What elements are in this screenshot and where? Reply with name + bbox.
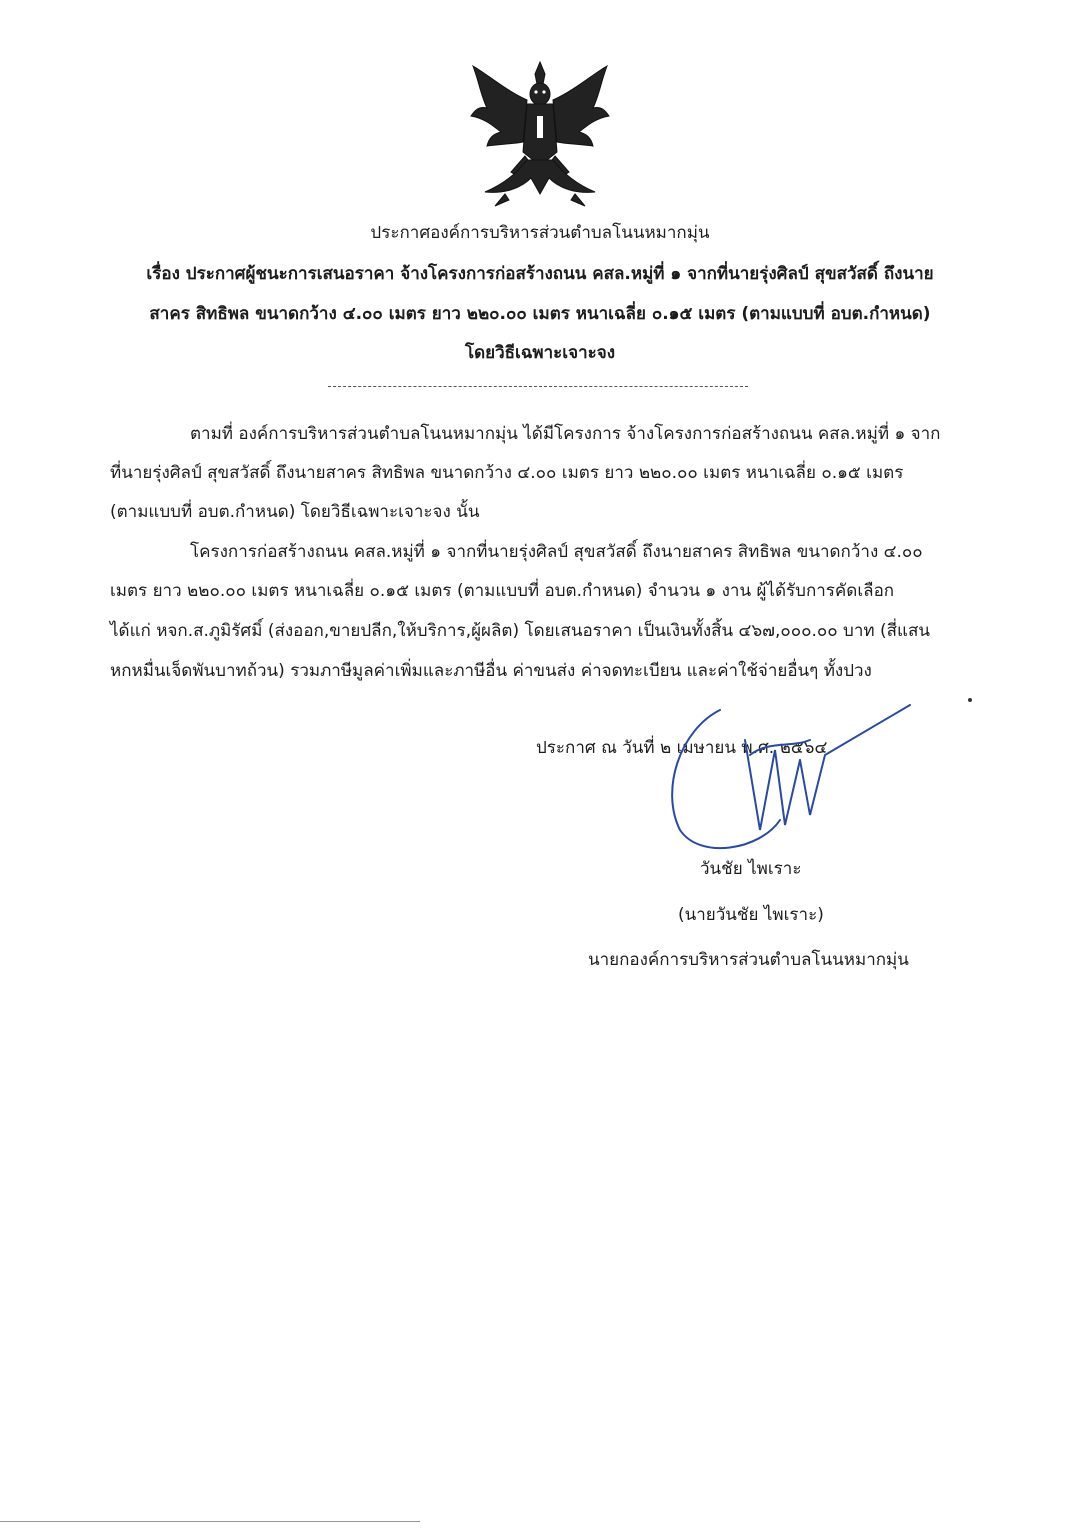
para1-line-2: ที่นายรุ่งศิลป์ สุขสวัสดิ์ ถึงนายสาคร สิทธิพล ขนาดกว้าง ๔.๐๐ เมตร ยาว ๒๒๐.๐๐ เมตร หนาเฉลี่ย ๐.๑๕ เมตร <box>110 463 904 483</box>
ink-speck <box>968 698 972 702</box>
para1-line-1: ตามที่ องค์การบริหารส่วนตำบลโนนหมากมุ่น ได้มีโครงการ จ้างโครงการก่อสร้างถนน คสล.หมู่ที่ ๑ จาก <box>190 424 941 444</box>
org-title: ประกาศองค์การบริหารส่วนตำบลโนนหมากมุ่น <box>370 223 710 243</box>
garuda-emblem-icon <box>465 60 615 210</box>
scan-edge-line <box>0 1521 420 1522</box>
subject-line-2: สาคร สิทธิพล ขนาดกว้าง ๔.๐๐ เมตร ยาว ๒๒๐.๐๐ เมตร หนาเฉลี่ย ๐.๑๕ เมตร (ตามแบบที่ อบต.กำหนด) <box>149 304 931 324</box>
header-divider <box>328 386 748 387</box>
para2-line-1: โครงการก่อสร้างถนน คสล.หมู่ที่ ๑ จากที่นายรุ่งศิลป์ สุขสวัสดิ์ ถึงนายสาคร สิทธิพล ขนาดกว้าง ๔.๐๐ <box>190 542 923 562</box>
para1-line-3: (ตามแบบที่ อบต.กำหนด) โดยวิธีเฉพาะเจาะจง นั้น <box>110 502 480 522</box>
signed-name: วันชัย ไพเราะ <box>700 859 802 879</box>
date-line: ประกาศ ณ วันที่ ๒ เมษายน พ.ศ. ๒๕๖๔ <box>536 738 828 758</box>
full-name: (นายวันชัย ไพเราะ) <box>678 905 824 925</box>
subject-line-3: โดยวิธีเฉพาะเจาะจง <box>464 343 616 363</box>
para2-line-4: หกหมื่นเจ็ดพันบาทถ้วน) รวมภาษีมูลค่าเพิ่มและภาษีอื่น ค่าขนส่ง ค่าจดทะเบียน และค่าใช้จ่ายอื่นๆ ทั้งปวง <box>110 661 872 681</box>
para2-line-2: เมตร ยาว ๒๒๐.๐๐ เมตร หนาเฉลี่ย ๐.๑๕ เมตร (ตามแบบที่ อบต.กำหนด) จำนวน ๑ งาน ผู้ได้รับการคัดเลือก <box>110 581 895 601</box>
signature-icon <box>650 700 920 860</box>
signer-position: นายกองค์การบริหารส่วนตำบลโนนหมากมุ่น <box>588 950 909 970</box>
subject-line-1: เรื่อง ประกาศผู้ชนะการเสนอราคา จ้างโครงการก่อสร้างถนน คสล.หมู่ที่ ๑ จากที่นายรุ่งศิลป์ สุขสวัสดิ์ ถึงนาย <box>146 264 934 284</box>
para2-line-3: ได้แก่ หจก.ส.ภูมิรัศมิ์ (ส่งออก,ขายปลีก,ให้บริการ,ผู้ผลิต) โดยเสนอราคา เป็นเงินทั้งสิ้น ๔๖๗,๐๐๐.๐๐ บาท (สี่แสน <box>110 621 930 641</box>
